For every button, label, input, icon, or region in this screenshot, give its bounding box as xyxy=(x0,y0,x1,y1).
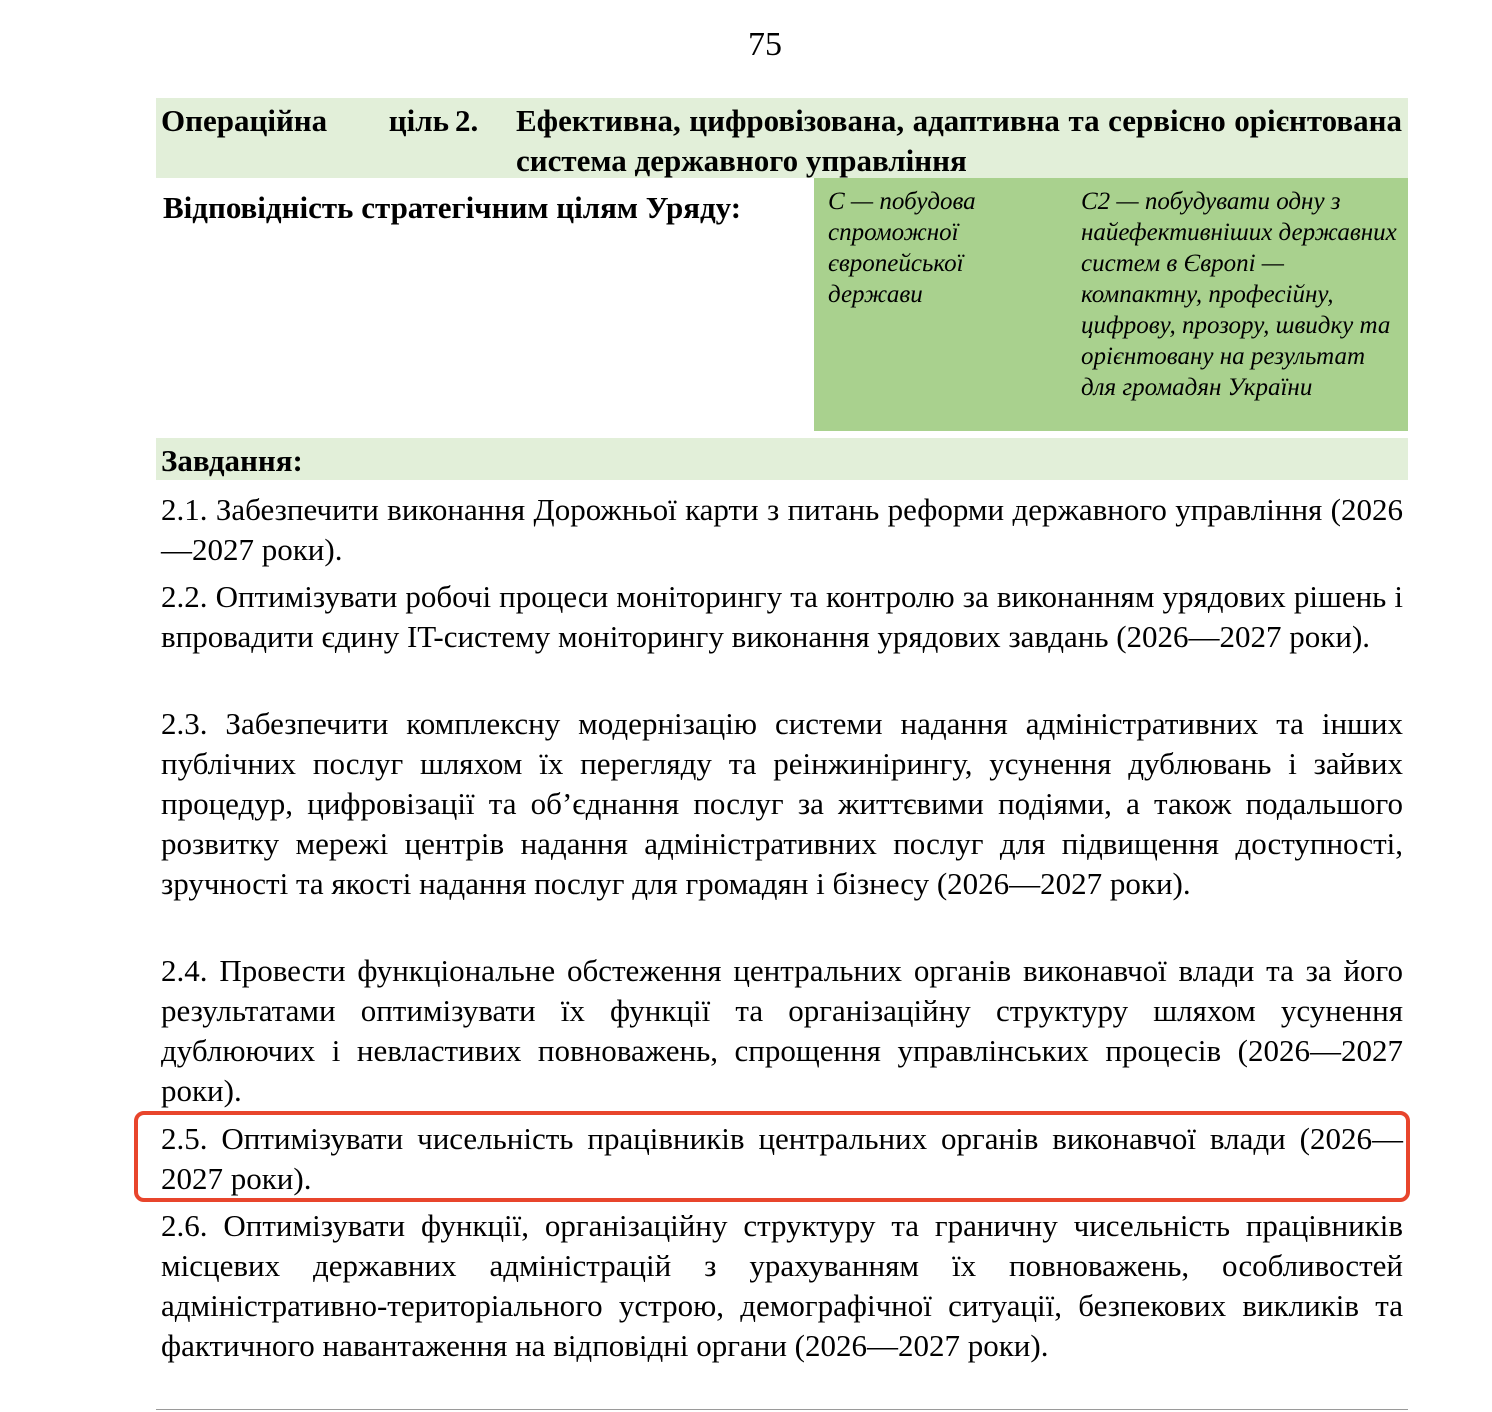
goal-title: Ефективна, цифровізована, адаптивна та сервісно орієнтована система державного управління xyxy=(516,103,1402,178)
alignment-box xyxy=(814,178,1408,431)
tasks-header-label: Завдання: xyxy=(161,443,303,478)
bottom-rule xyxy=(156,1409,1408,1410)
operational-goal-header xyxy=(156,98,1408,178)
task-item-2-5: 2.5. Оптимізувати чисельність працівників центральних органів виконавчої влади (2026—2027 роки). xyxy=(161,1121,1403,1196)
tasks-header xyxy=(156,438,1408,480)
goal-label-word1: Операційна xyxy=(161,103,328,138)
goal-label xyxy=(161,101,501,141)
strategic-subgoal-cell: С2 — побудувати одну з найефективніших державних систем в Європі — компактну, професійну, цифрову, прозору, швидку та орієнтовану на результат для громадян України xyxy=(1081,188,1397,401)
task-item-2-1: 2.1. Забезпечити виконання Дорожньої карти з питань реформи державного управління (2026—2027 роки). xyxy=(161,492,1403,567)
task-item-2-3: 2.3. Забезпечити комплексну модернізацію системи надання адміністративних та інших публічних послуг шляхом їх перегляду та реінжинірингу, усунення дублювань і зайвих процедур, цифровізації та об’єднання послуг за життєвими подіями, а також подальшого розвитку мережі центрів надання адміністративних послуг для підвищення доступності, зручності та якості надання послуг для громадян і бізнесу (2026—2027 роки). xyxy=(161,706,1403,901)
goal-label-word2: ціль xyxy=(388,103,449,138)
highlight-box xyxy=(134,1111,1410,1202)
goal-number: 2. xyxy=(455,103,479,138)
page-number: 75 xyxy=(748,26,782,63)
task-item-2-4: 2.4. Провести функціональне обстеження центральних органів виконавчої влади та за його результатами оптимізувати їх функції та організаційну структуру шляхом усунення дублюючих і невластивих повноважень, спрощення управлінських процесів (2026—2027 роки). xyxy=(161,953,1403,1108)
task-item-2-6: 2.6. Оптимізувати функції, організаційну структуру та граничну чисельність працівників місцевих державних адміністрацій з урахуванням їх повноважень, особливостей адміністративно-територіального устрою, демографічної ситуації, безпекових викликів та фактичного навантаження на відповідні органи (2026—2027 роки). xyxy=(161,1208,1403,1363)
task-item-2-2: 2.2. Оптимізувати робочі процеси моніторингу та контролю за виконанням урядових рішень і впровадити єдину IT-систему моніторингу виконання урядових завдань (2026—2027 роки). xyxy=(161,579,1403,654)
strategic-goal-cell: С — побудова спроможної європейської держави xyxy=(828,188,976,308)
alignment-label: Відповідність стратегічним цілям Уряду: xyxy=(163,190,742,225)
